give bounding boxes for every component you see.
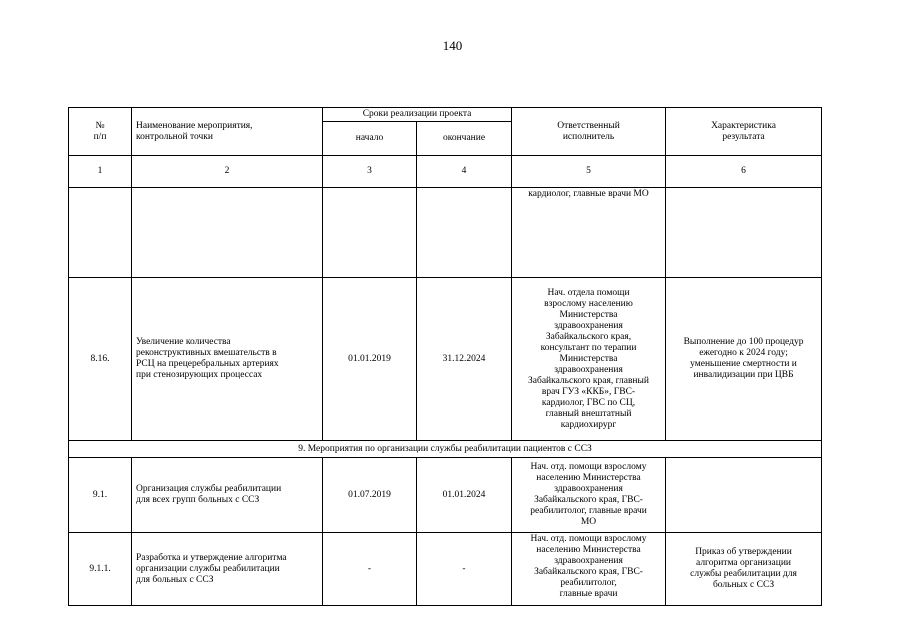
- row-responsible: Нач. отд. помощи взрослому населению Министерства здравоохранения Забайкальского края, ГВС- реабилитолог, главные врачи МО: [512, 458, 666, 533]
- row-start: 01.01.2019: [323, 278, 417, 441]
- row-result: Приказ об утверждении алгоритма организации службы реабилитации для больных с ССЗ: [666, 533, 822, 606]
- col-number: 4: [417, 156, 512, 188]
- header-responsible: Ответственный исполнитель: [512, 108, 666, 156]
- col-number: 5: [512, 156, 666, 188]
- row-end: 31.12.2024: [417, 278, 512, 441]
- row-name: [132, 188, 323, 278]
- header-row-1: [69, 108, 822, 122]
- header-period: Сроки реализации проекта: [323, 108, 512, 122]
- row-num: [69, 188, 132, 278]
- col-number: 1: [69, 156, 132, 188]
- table-row: [69, 458, 822, 533]
- row-responsible: кардиолог, главные врачи МО: [512, 188, 666, 278]
- header-num: № п/п: [69, 108, 132, 156]
- header-name: Наименование мероприятия, контрольной точки: [132, 108, 323, 156]
- row-start: 01.07.2019: [323, 458, 417, 533]
- row-start: -: [323, 533, 417, 606]
- row-num: 9.1.1.: [69, 533, 132, 606]
- row-responsible: Нач. отдела помощи взрослому населению Министерства здравоохранения Забайкальского края, консультант по терапии Министерства здравоохранения Забайкальского края, главный врач ГУЗ «ККБ», ГВС- кардиолог, ГВС по СЦ, главный внештатный кардиохирург: [512, 278, 666, 441]
- row-end: 01.01.2024: [417, 458, 512, 533]
- table-row: [69, 188, 822, 278]
- row-name: Разработка и утверждение алгоритма организации службы реабилитации для больных с ССЗ: [132, 533, 323, 606]
- project-table: [68, 107, 822, 606]
- row-name: Увеличение количества реконструктивных вмешательств в РСЦ на прецеребральных артериях при стенозирующих процессах: [132, 278, 323, 441]
- col-number: 3: [323, 156, 417, 188]
- row-start: [323, 188, 417, 278]
- table-row: [69, 533, 822, 606]
- section-title: 9. Мероприятия по организации службы реабилитации пациентов с ССЗ: [69, 441, 822, 458]
- row-result: [666, 458, 822, 533]
- col-number: 2: [132, 156, 323, 188]
- row-result: Выполнение до 100 процедур ежегодно к 2024 году; уменьшение смертности и инвалидизации при ЦВБ: [666, 278, 822, 441]
- row-num: 9.1.: [69, 458, 132, 533]
- table-row: [69, 278, 822, 441]
- page-number: 140: [442, 38, 463, 53]
- row-end: [417, 188, 512, 278]
- section-row: [69, 441, 822, 458]
- header-start: начало: [323, 122, 417, 156]
- row-result: [666, 188, 822, 278]
- header-end: окончание: [417, 122, 512, 156]
- row-num: 8.16.: [69, 278, 132, 441]
- row-end: -: [417, 533, 512, 606]
- row-name: Организация службы реабилитации для всех групп больных с ССЗ: [132, 458, 323, 533]
- column-numbers-row: [69, 156, 822, 188]
- row-responsible: Нач. отд. помощи взрослому населению Министерства здравоохранения Забайкальского края, ГВС- реабилитолог, главные врачи: [512, 533, 666, 606]
- col-number: 6: [666, 156, 822, 188]
- header-result: Характеристика результата: [666, 108, 822, 156]
